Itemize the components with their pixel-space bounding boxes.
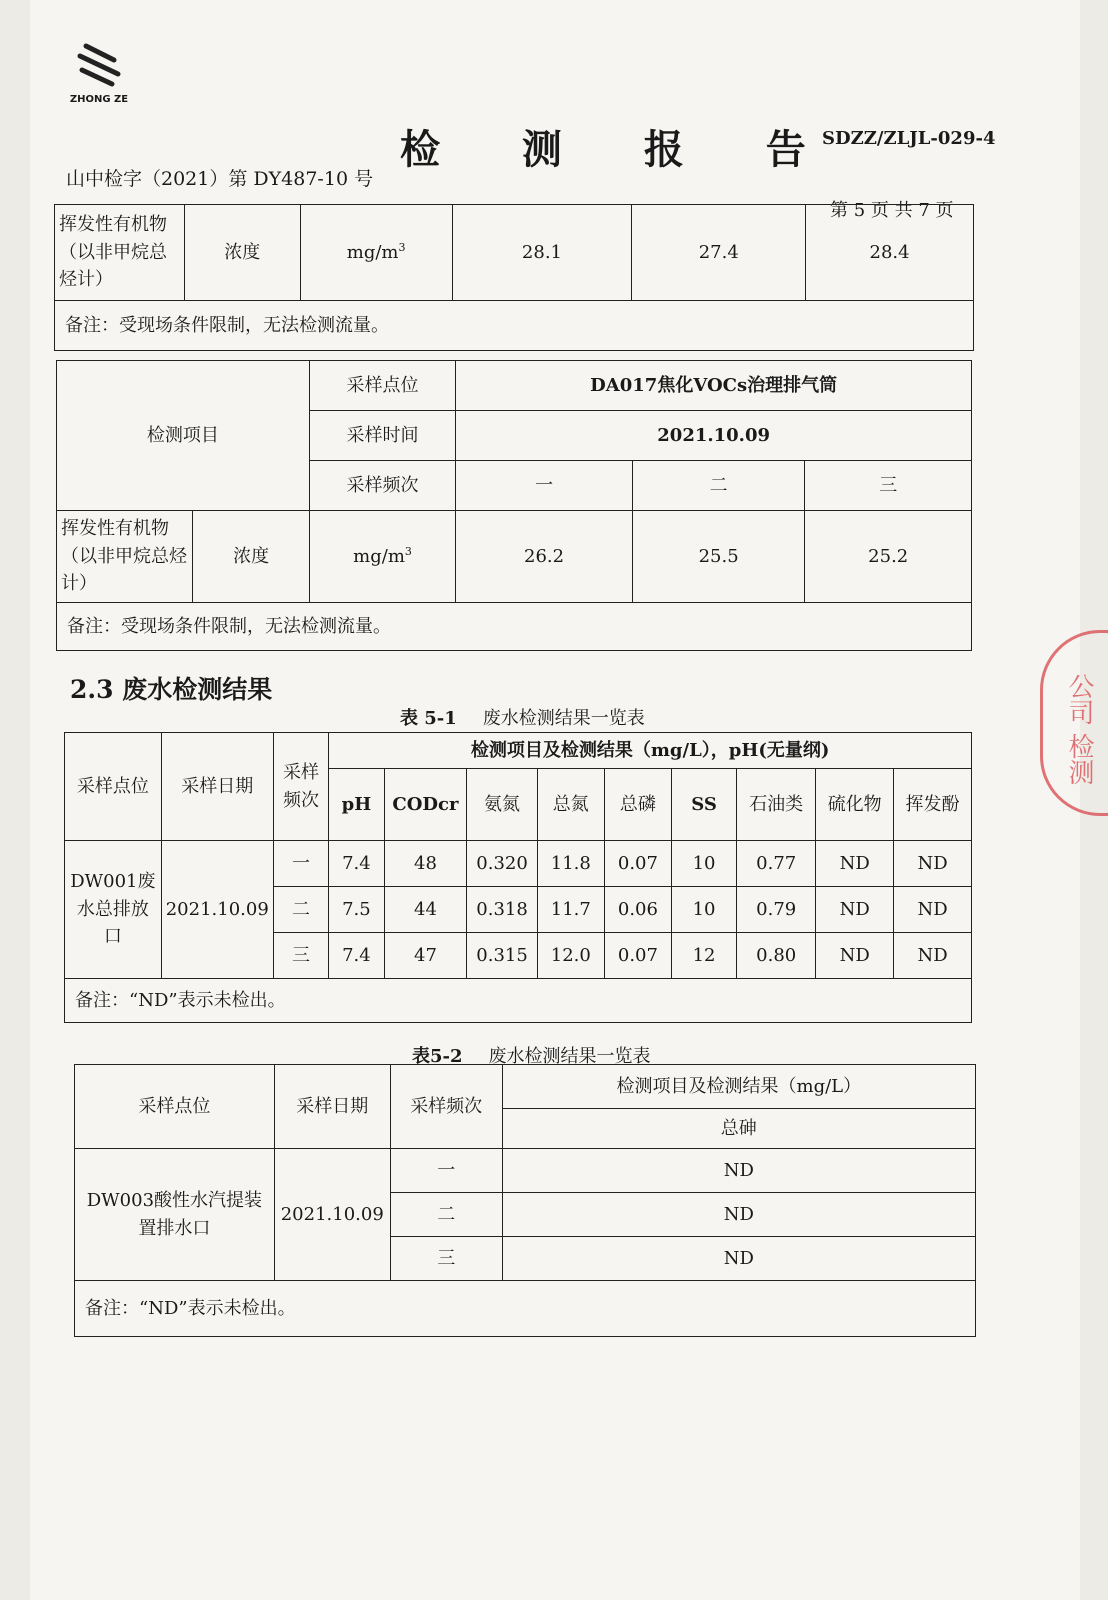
column-header: 总磷 [604, 769, 671, 841]
value-cell: ND [894, 933, 972, 979]
date-cell: 2021.10.09 [161, 841, 273, 979]
document-code: SDZZ/ZLJL-029-4 [822, 128, 996, 149]
column-header: 氨氮 [467, 769, 537, 841]
table-5-1 [64, 732, 972, 1023]
table-header-row [75, 1065, 976, 1109]
unit-cell [309, 511, 455, 603]
header-group: 检测项目及检测结果（mg/L），pH(无量纲) [329, 733, 972, 769]
freq-cell: 三 [805, 461, 972, 511]
table-row [75, 1281, 976, 1337]
item-name-cell: 挥发性有机物（以非甲烷总烃计） [55, 205, 185, 301]
value-cell: 0.320 [467, 841, 537, 887]
value-cell: 0.07 [604, 933, 671, 979]
value-cell: 11.8 [537, 841, 604, 887]
logo-stripes-icon [64, 40, 134, 92]
value-cell: 26.2 [456, 511, 633, 603]
value-cell: ND [894, 887, 972, 933]
red-stamp [1040, 630, 1108, 816]
page-title: 检 测 报 告 [400, 126, 840, 173]
item-name-cell: 挥发性有机物（以非甲烷总烃计） [57, 511, 193, 603]
value-cell: 0.07 [604, 841, 671, 887]
value-cell: 0.06 [604, 887, 671, 933]
value-cell: 0.77 [737, 841, 816, 887]
value-cell: ND [816, 887, 894, 933]
value-cell: ND [816, 841, 894, 887]
stamp-text: 公司 检测 [1064, 673, 1094, 786]
table-row [57, 511, 972, 603]
table-header-row [65, 733, 972, 769]
column-header: SS [671, 769, 736, 841]
section-title: 2.3 废水检测结果 [70, 675, 273, 704]
header-freq: 采样频次 [273, 733, 328, 841]
column-header: CODcr [384, 769, 467, 841]
page-number: 第 5 页 共 7 页 [830, 200, 954, 221]
point-cell: DA017焦化VOCs治理排气筒 [456, 361, 972, 411]
table-row [65, 841, 972, 887]
param-cell: 浓度 [193, 511, 309, 603]
column-header: 硫化物 [816, 769, 894, 841]
report-number: 山中检字（2021）第 DY487-10 号 [66, 168, 374, 190]
unit-cell [300, 205, 452, 301]
unit-sup: 3 [398, 240, 406, 254]
table-row [55, 301, 974, 351]
table-vocs-continued [54, 204, 974, 351]
column-header: 挥发酚 [894, 769, 972, 841]
note-cell: 备注：受现场条件限制，无法检测流量。 [57, 603, 972, 651]
value-cell: 7.4 [329, 933, 384, 979]
value-cell: 48 [384, 841, 467, 887]
freq-cell: 三 [273, 933, 328, 979]
value-cell: 28.4 [806, 205, 974, 301]
point-cell: DW001废水总排放口 [65, 841, 162, 979]
caption-text: 废水检测结果一览表 [488, 1046, 651, 1067]
header-date: 采样日期 [274, 1065, 390, 1149]
value-cell: 28.1 [452, 205, 632, 301]
table-da017 [56, 360, 972, 651]
freq-cell: 二 [273, 887, 328, 933]
value-cell: 12.0 [537, 933, 604, 979]
value-cell: 10 [671, 887, 736, 933]
column-header: 石油类 [737, 769, 816, 841]
table-row [65, 979, 972, 1023]
header-point: 采样点位 [65, 733, 162, 841]
value-cell: ND [816, 933, 894, 979]
value-cell: 7.5 [329, 887, 384, 933]
freq-cell: 一 [390, 1149, 502, 1193]
value-cell: 0.80 [737, 933, 816, 979]
column-header: pH [329, 769, 384, 841]
table-caption [400, 704, 645, 730]
time-cell: 2021.10.09 [456, 411, 972, 461]
unit-sup: 3 [404, 544, 412, 558]
note-cell: 备注：“ND”表示未检出。 [65, 979, 972, 1023]
freq-cell: 二 [632, 461, 805, 511]
freq-cell: 二 [390, 1193, 502, 1237]
value-cell: 10 [671, 841, 736, 887]
value-cell: ND [502, 1237, 975, 1281]
value-cell: 44 [384, 887, 467, 933]
label-item-cell: 检测项目 [57, 361, 310, 511]
column-header: 总砷 [502, 1109, 975, 1149]
date-cell: 2021.10.09 [274, 1149, 390, 1281]
header-point: 采样点位 [75, 1065, 275, 1149]
header-group: 检测项目及检测结果（mg/L） [502, 1065, 975, 1109]
note-cell: 备注：受现场条件限制，无法检测流量。 [55, 301, 974, 351]
value-cell: 12 [671, 933, 736, 979]
column-header: 总氮 [537, 769, 604, 841]
value-cell: ND [502, 1193, 975, 1237]
value-cell: 0.315 [467, 933, 537, 979]
unit-text: mg/m [353, 545, 405, 567]
note-cell: 备注：“ND”表示未检出。 [75, 1281, 976, 1337]
table-5-2 [74, 1064, 976, 1337]
unit-text: mg/m [346, 241, 399, 263]
table-row [75, 1149, 976, 1193]
value-cell: 25.5 [632, 511, 805, 603]
caption-number: 表 5-1 [400, 708, 457, 729]
value-cell: ND [502, 1149, 975, 1193]
param-cell: 浓度 [184, 205, 300, 301]
value-cell: 0.79 [737, 887, 816, 933]
logo-text: ZHONG ZE [69, 94, 129, 105]
value-cell: ND [894, 841, 972, 887]
report-page [30, 0, 1080, 1600]
company-logo [64, 40, 134, 120]
freq-cell: 三 [390, 1237, 502, 1281]
caption-text: 废水检测结果一览表 [482, 708, 645, 729]
value-cell: 11.7 [537, 887, 604, 933]
table-row [55, 205, 974, 301]
label-point-cell: 采样点位 [309, 361, 455, 411]
label-freq-cell: 采样频次 [309, 461, 455, 511]
header-date: 采样日期 [161, 733, 273, 841]
table-row [57, 603, 972, 651]
value-cell: 27.4 [632, 205, 806, 301]
label-time-cell: 采样时间 [309, 411, 455, 461]
header-freq: 采样频次 [390, 1065, 502, 1149]
value-cell: 7.4 [329, 841, 384, 887]
value-cell: 47 [384, 933, 467, 979]
value-cell: 0.318 [467, 887, 537, 933]
point-cell: DW003酸性水汽提装置排水口 [75, 1149, 275, 1281]
table-row [57, 361, 972, 411]
value-cell: 25.2 [805, 511, 972, 603]
freq-cell: 一 [456, 461, 633, 511]
caption-number: 表5-2 [412, 1046, 463, 1067]
freq-cell: 一 [273, 841, 328, 887]
